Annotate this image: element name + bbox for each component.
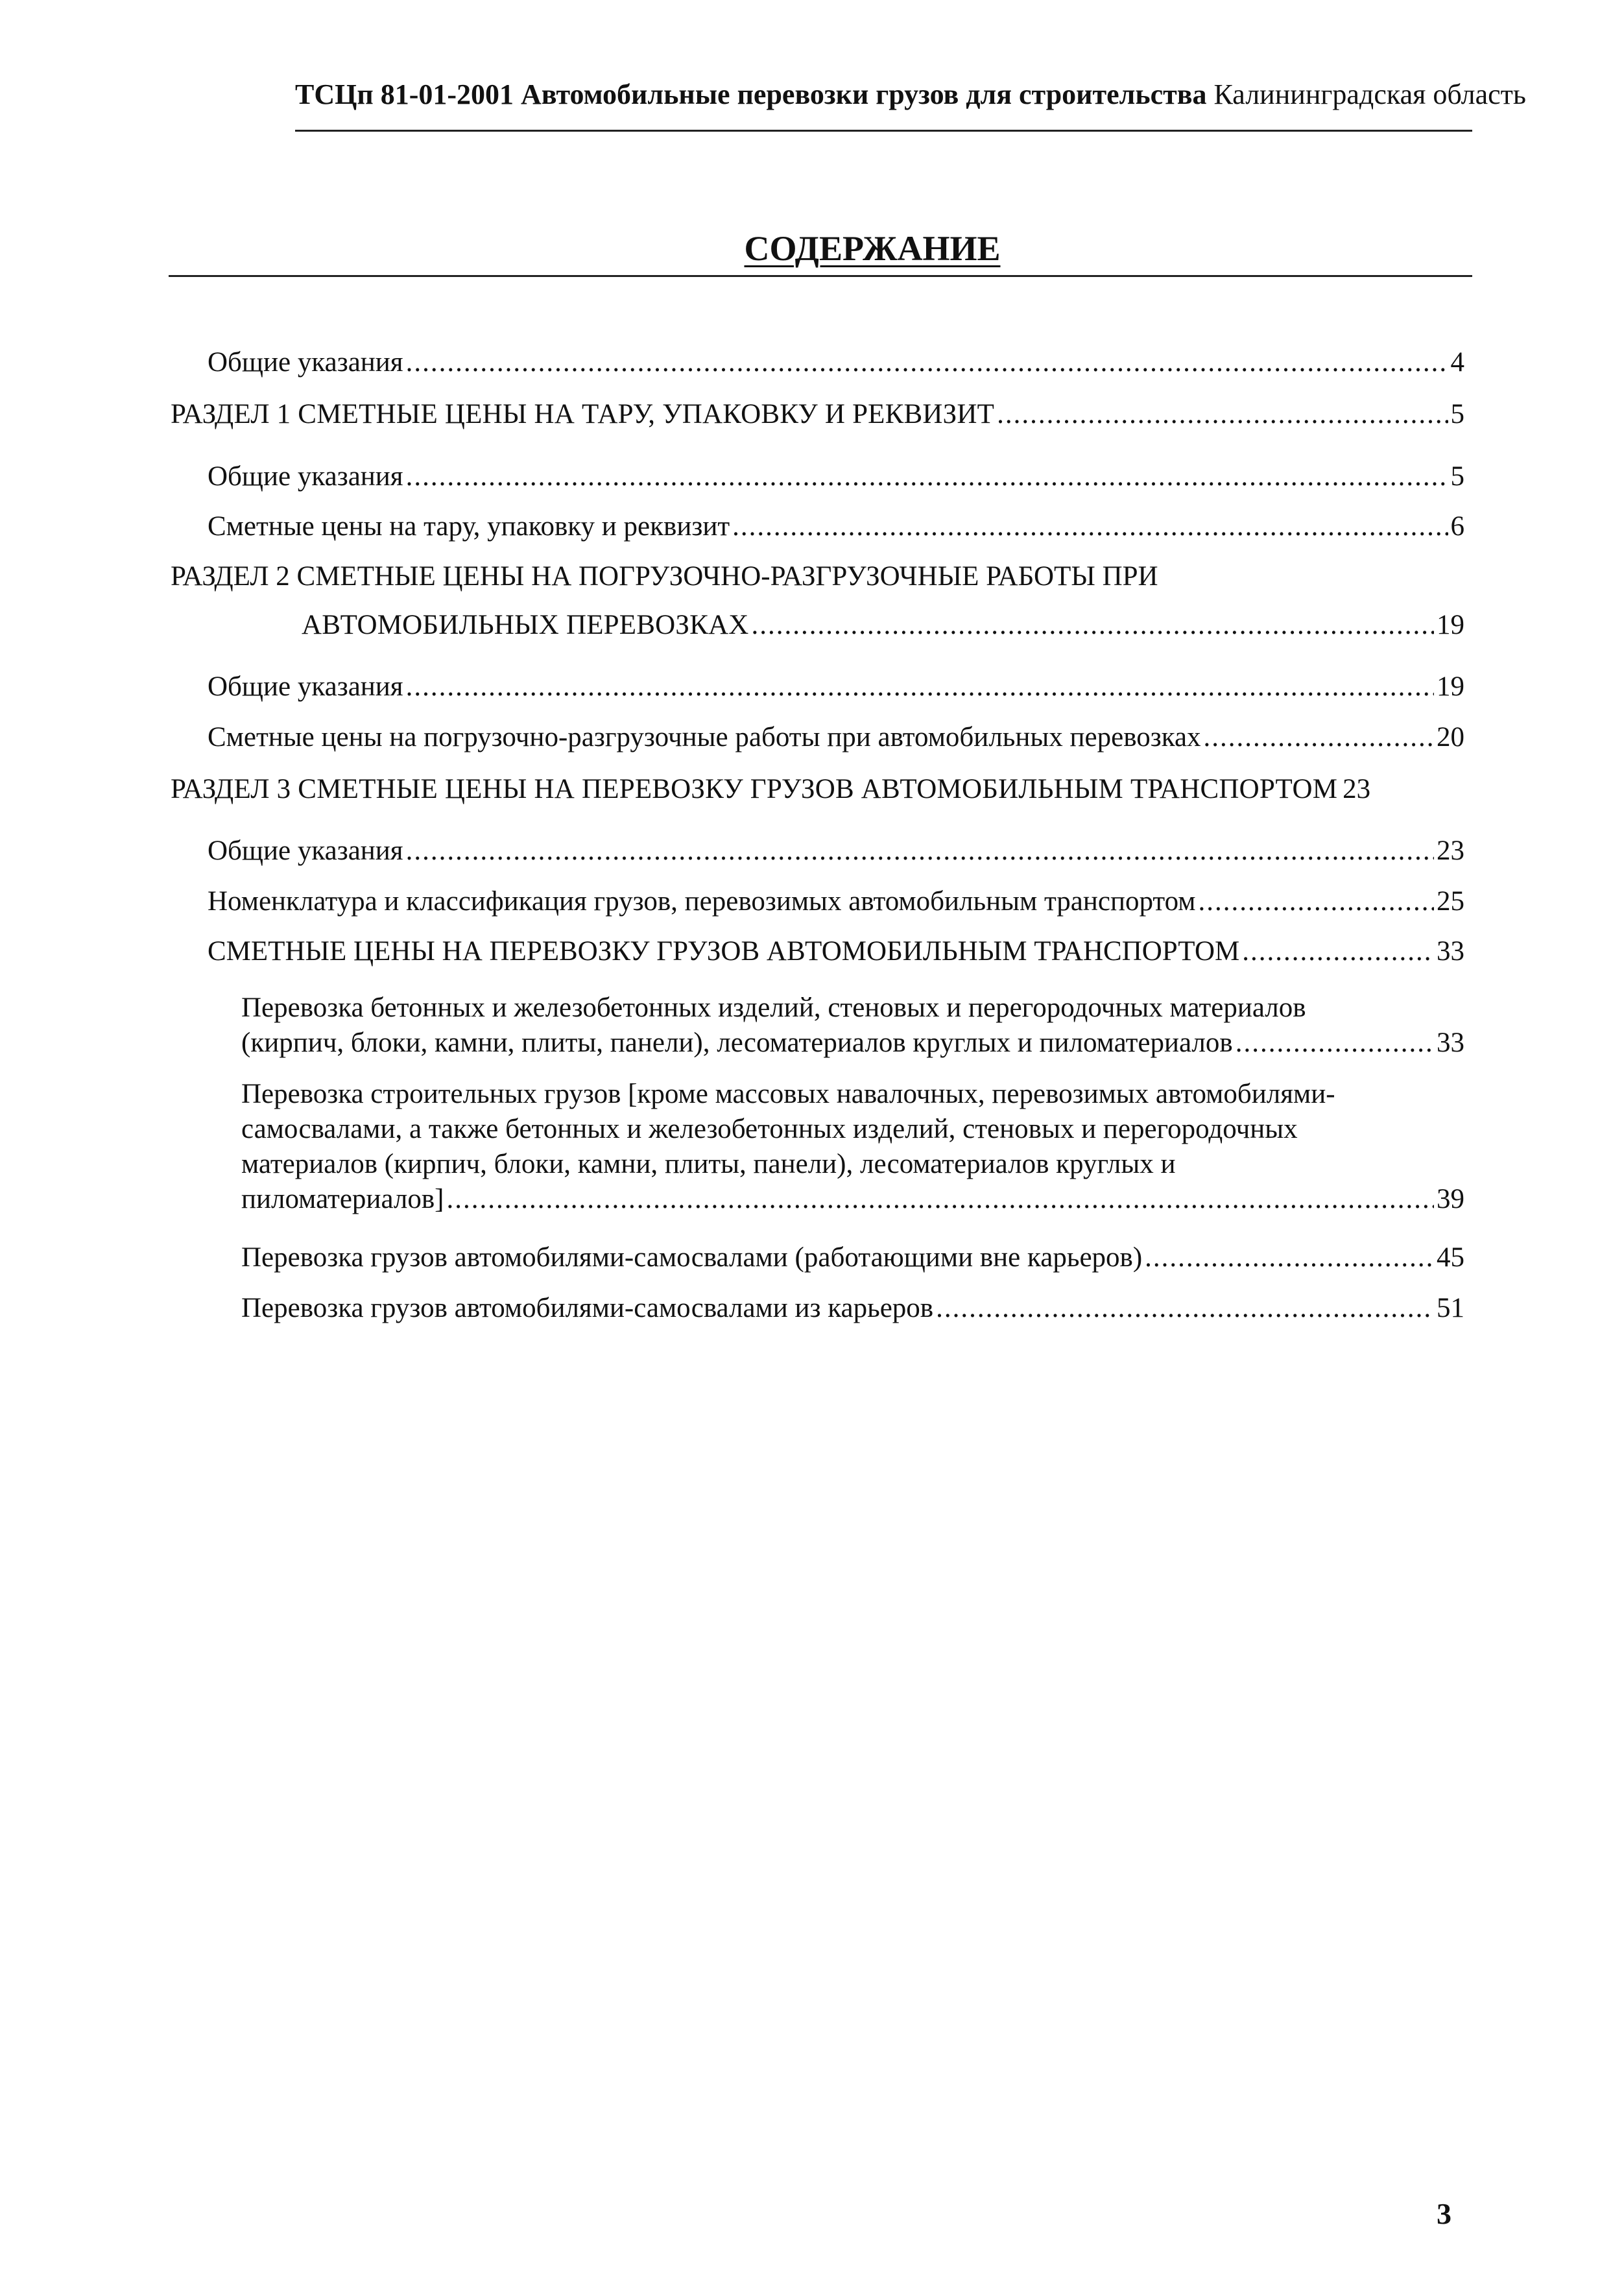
toc-entry[interactable]: [208, 834, 1464, 869]
toc-entry-text: АВТОМОБИЛЬНЫХ ПЕРЕВОЗКАХ: [302, 610, 749, 640]
toc-entry-text: Сметные цены на тару, упаковку и реквизит: [208, 511, 730, 542]
toc-entry-text: Перевозка грузов автомобилями-самосвалами (работающими вне карьеров): [241, 1242, 1143, 1273]
toc-entry[interactable]: [208, 459, 1464, 494]
toc-leader: [406, 345, 1448, 380]
page-title: СОДЕРЖАНИЕ: [744, 229, 1001, 268]
toc-section-entry[interactable]: [171, 397, 1464, 432]
toc-entry-text: Номенклатура и классификация грузов, перевозимых автомобильным транспортом: [208, 886, 1196, 917]
toc-leader: [752, 608, 1434, 643]
toc-page-number: 39: [1437, 1184, 1464, 1214]
toc-page-number: 33: [1437, 936, 1464, 967]
toc-leader: [1236, 1026, 1434, 1061]
toc-entry-text-line: РАЗДЕЛ 2 СМЕТНЫЕ ЦЕНЫ НА ПОГРУЗОЧНО-РАЗГРУЗОЧНЫЕ РАБОТЫ ПРИ: [171, 561, 1158, 592]
toc-entry-text: Сметные цены на погрузочно-разгрузочные работы при автомобильных перевозках: [208, 722, 1201, 752]
toc-subentry[interactable]: [241, 1291, 1464, 1326]
toc-entry-text-line: самосвалами, а также бетонных и железобетонных изделий, стеновых и перегородочных: [241, 1114, 1298, 1144]
toc-page-number: 19: [1437, 610, 1464, 640]
page-number: 3: [1437, 2197, 1451, 2230]
toc-page-number: 20: [1437, 722, 1464, 752]
toc-entry[interactable]: [208, 720, 1464, 755]
header-code: ТСЦп 81-01-2001: [295, 78, 514, 110]
toc-page-number: 33: [1437, 1028, 1464, 1058]
toc-page-number: 23: [1437, 836, 1464, 866]
toc-entry[interactable]: [208, 509, 1464, 544]
toc-page-number: 51: [1437, 1293, 1464, 1323]
toc-page-number: 23: [1343, 774, 1371, 804]
toc-entry[interactable]: [208, 345, 1464, 380]
toc-leader: [406, 834, 1434, 869]
toc-page-number: 4: [1450, 347, 1464, 378]
toc-leader: [447, 1182, 1435, 1217]
toc-entry-text: Перевозка грузов автомобилями-самосвалами из карьеров: [241, 1293, 934, 1323]
toc-leader: [406, 669, 1434, 704]
toc-entry-text: РАЗДЕЛ 3 СМЕТНЫЕ ЦЕНЫ НА ПЕРЕВОЗКУ ГРУЗОВ АВТОМОБИЛЬНЫМ ТРАНСПОРТОМ: [171, 774, 1338, 804]
toc-leader: [997, 397, 1448, 432]
toc-entry[interactable]: [208, 884, 1464, 919]
toc-entry[interactable]: [208, 934, 1464, 969]
toc-subentry[interactable]: [241, 1077, 1464, 1217]
header-title: Автомобильные перевозки грузов для строительства: [521, 78, 1207, 110]
toc-page-number: 6: [1450, 511, 1464, 542]
toc-entry-text-line: материалов (кирпич, блоки, камни, плиты, панели), лесоматериалов круглых и: [241, 1149, 1176, 1179]
toc-section-entry[interactable]: [171, 772, 1464, 807]
header-rule: [295, 130, 1472, 132]
toc-entry-text: Общие указания: [208, 347, 403, 378]
toc-entry-text: Общие указания: [208, 461, 403, 492]
running-header: [295, 77, 1526, 113]
toc-page-number: 19: [1437, 671, 1464, 702]
toc-entry-text: (кирпич, блоки, камни, плиты, панели), лесоматериалов круглых и пиломатериалов: [241, 1028, 1233, 1058]
toc-entry-text-line: Перевозка строительных грузов [кроме массовых навалочных, перевозимых автомобилями-: [241, 1079, 1335, 1109]
toc-entry-text: Общие указания: [208, 836, 403, 866]
header-region: Калининградская область: [1213, 78, 1526, 110]
toc-leader: [936, 1291, 1434, 1326]
toc-entry-text: Общие указания: [208, 671, 403, 702]
toc-section-entry-continuation[interactable]: [302, 608, 1464, 643]
toc-entry[interactable]: [208, 669, 1464, 704]
toc-page-number: 5: [1450, 461, 1464, 492]
toc-entry-text: пиломатериалов]: [241, 1184, 444, 1214]
toc-leader: [1204, 720, 1434, 755]
toc-leader: [732, 509, 1448, 544]
toc-entry-text: РАЗДЕЛ 1 СМЕТНЫЕ ЦЕНЫ НА ТАРУ, УПАКОВКУ И РЕКВИЗИТ: [171, 399, 995, 429]
toc-subentry[interactable]: [241, 1240, 1464, 1275]
toc-subentry[interactable]: [241, 991, 1464, 1061]
toc-entry-text: СМЕТНЫЕ ЦЕНЫ НА ПЕРЕВОЗКУ ГРУЗОВ АВТОМОБИЛЬНЫМ ТРАНСПОРТОМ: [208, 936, 1240, 967]
toc-entry-text-line: Перевозка бетонных и железобетонных изделий, стеновых и перегородочных материалов: [241, 993, 1306, 1023]
toc-leader: [1242, 934, 1434, 969]
title-rule: [169, 275, 1472, 277]
toc-page-number: 45: [1437, 1242, 1464, 1273]
toc-page-number: 25: [1437, 886, 1464, 917]
toc-page-number: 5: [1450, 399, 1464, 429]
toc-leader: [406, 459, 1448, 494]
toc-section-entry[interactable]: [171, 559, 1464, 594]
toc-leader: [1199, 884, 1434, 919]
toc-leader: [1145, 1240, 1434, 1275]
